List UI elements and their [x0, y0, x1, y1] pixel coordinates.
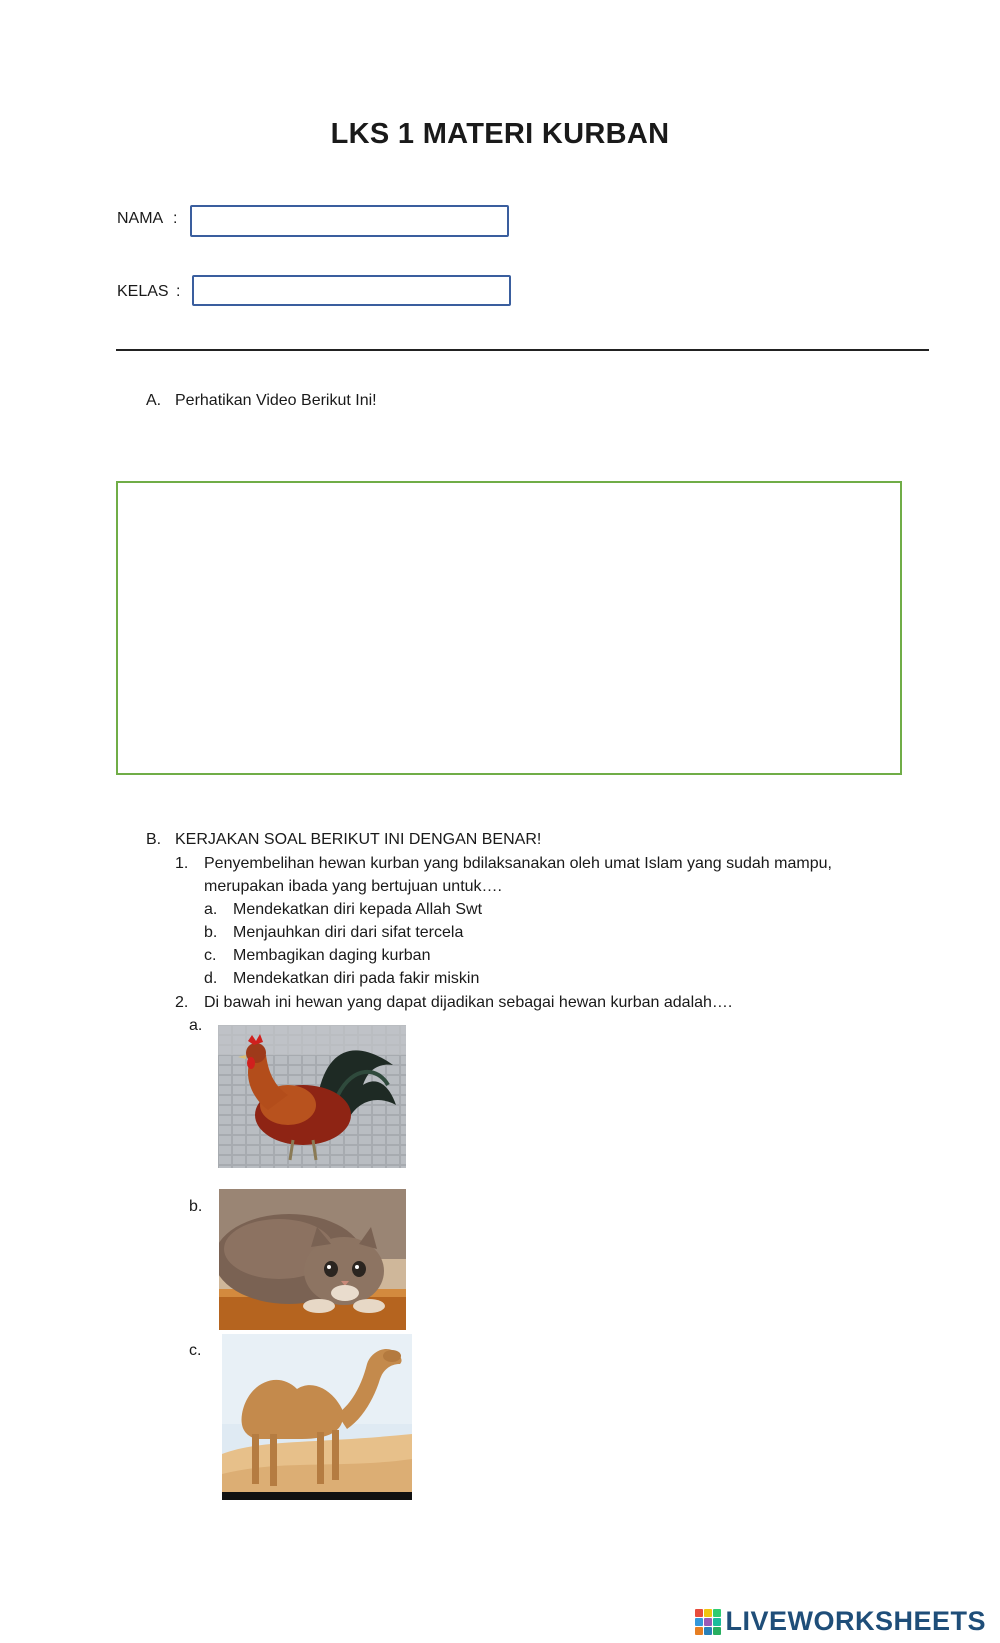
q1-option-c[interactable]: Membagikan daging kurban: [233, 947, 431, 964]
logo-square: [695, 1609, 703, 1617]
rooster-icon: [218, 1025, 406, 1168]
q1-option-a[interactable]: Mendekatkan diri kepada Allah Swt: [233, 901, 483, 918]
q1-option-b-letter: b.: [204, 924, 218, 941]
logo-square: [695, 1627, 703, 1635]
q2-option-b-letter: b.: [189, 1198, 203, 1215]
question-1-text-line2: merupakan ibada yang bertujuan untuk….: [204, 878, 502, 895]
logo-square: [713, 1618, 721, 1626]
q1-option-b[interactable]: Menjauhkan diri dari sifat tercela: [233, 924, 464, 941]
camel-icon: [222, 1334, 412, 1500]
question-2-text: Di bawah ini hewan yang dapat dijadikan sebagai hewan kurban adalah….: [204, 994, 733, 1011]
kelas-colon: :: [176, 283, 181, 300]
cat-icon: [219, 1189, 406, 1330]
question-1-number: 1.: [175, 855, 189, 872]
nama-label: NAMA: [117, 210, 164, 227]
logo-square: [704, 1618, 712, 1626]
logo-square: [704, 1609, 712, 1617]
question-2-number: 2.: [175, 994, 189, 1011]
q1-option-d-letter: d.: [204, 970, 218, 987]
rooster-photo[interactable]: [218, 1025, 406, 1168]
question-1-text-line1: Penyembelihan hewan kurban yang bdilaksanakan oleh umat Islam yang sudah mampu,: [204, 855, 832, 872]
nama-colon: :: [173, 210, 178, 227]
q1-option-d[interactable]: Mendekatkan diri pada fakir miskin: [233, 970, 480, 987]
video-embed-area[interactable]: [116, 481, 902, 775]
logo-square: [713, 1609, 721, 1617]
q2-option-c-letter: c.: [189, 1342, 202, 1359]
nama-input[interactable]: [190, 205, 509, 237]
page-title: LKS 1 MATERI KURBAN: [330, 118, 670, 150]
cat-photo[interactable]: [219, 1189, 406, 1330]
section-a-heading: Perhatikan Video Berikut Ini!: [175, 392, 377, 409]
liveworksheets-logo[interactable]: [695, 1606, 986, 1637]
kelas-input[interactable]: [192, 275, 511, 306]
logo-square: [713, 1627, 721, 1635]
logo-square: [704, 1627, 712, 1635]
section-b-marker: B.: [146, 831, 162, 848]
divider-line: [116, 349, 929, 351]
q1-option-c-letter: c.: [204, 947, 217, 964]
logo-grid-icon: [695, 1609, 721, 1635]
q1-option-a-letter: a.: [204, 901, 218, 918]
section-b-heading: KERJAKAN SOAL BERIKUT INI DENGAN BENAR!: [175, 831, 542, 848]
section-a-marker: A.: [146, 392, 162, 409]
kelas-label: KELAS: [117, 283, 169, 300]
q2-option-a-letter: a.: [189, 1017, 203, 1034]
logo-square: [695, 1618, 703, 1626]
logo-text: LIVEWORKSHEETS: [725, 1606, 986, 1636]
camel-photo[interactable]: [222, 1334, 412, 1500]
